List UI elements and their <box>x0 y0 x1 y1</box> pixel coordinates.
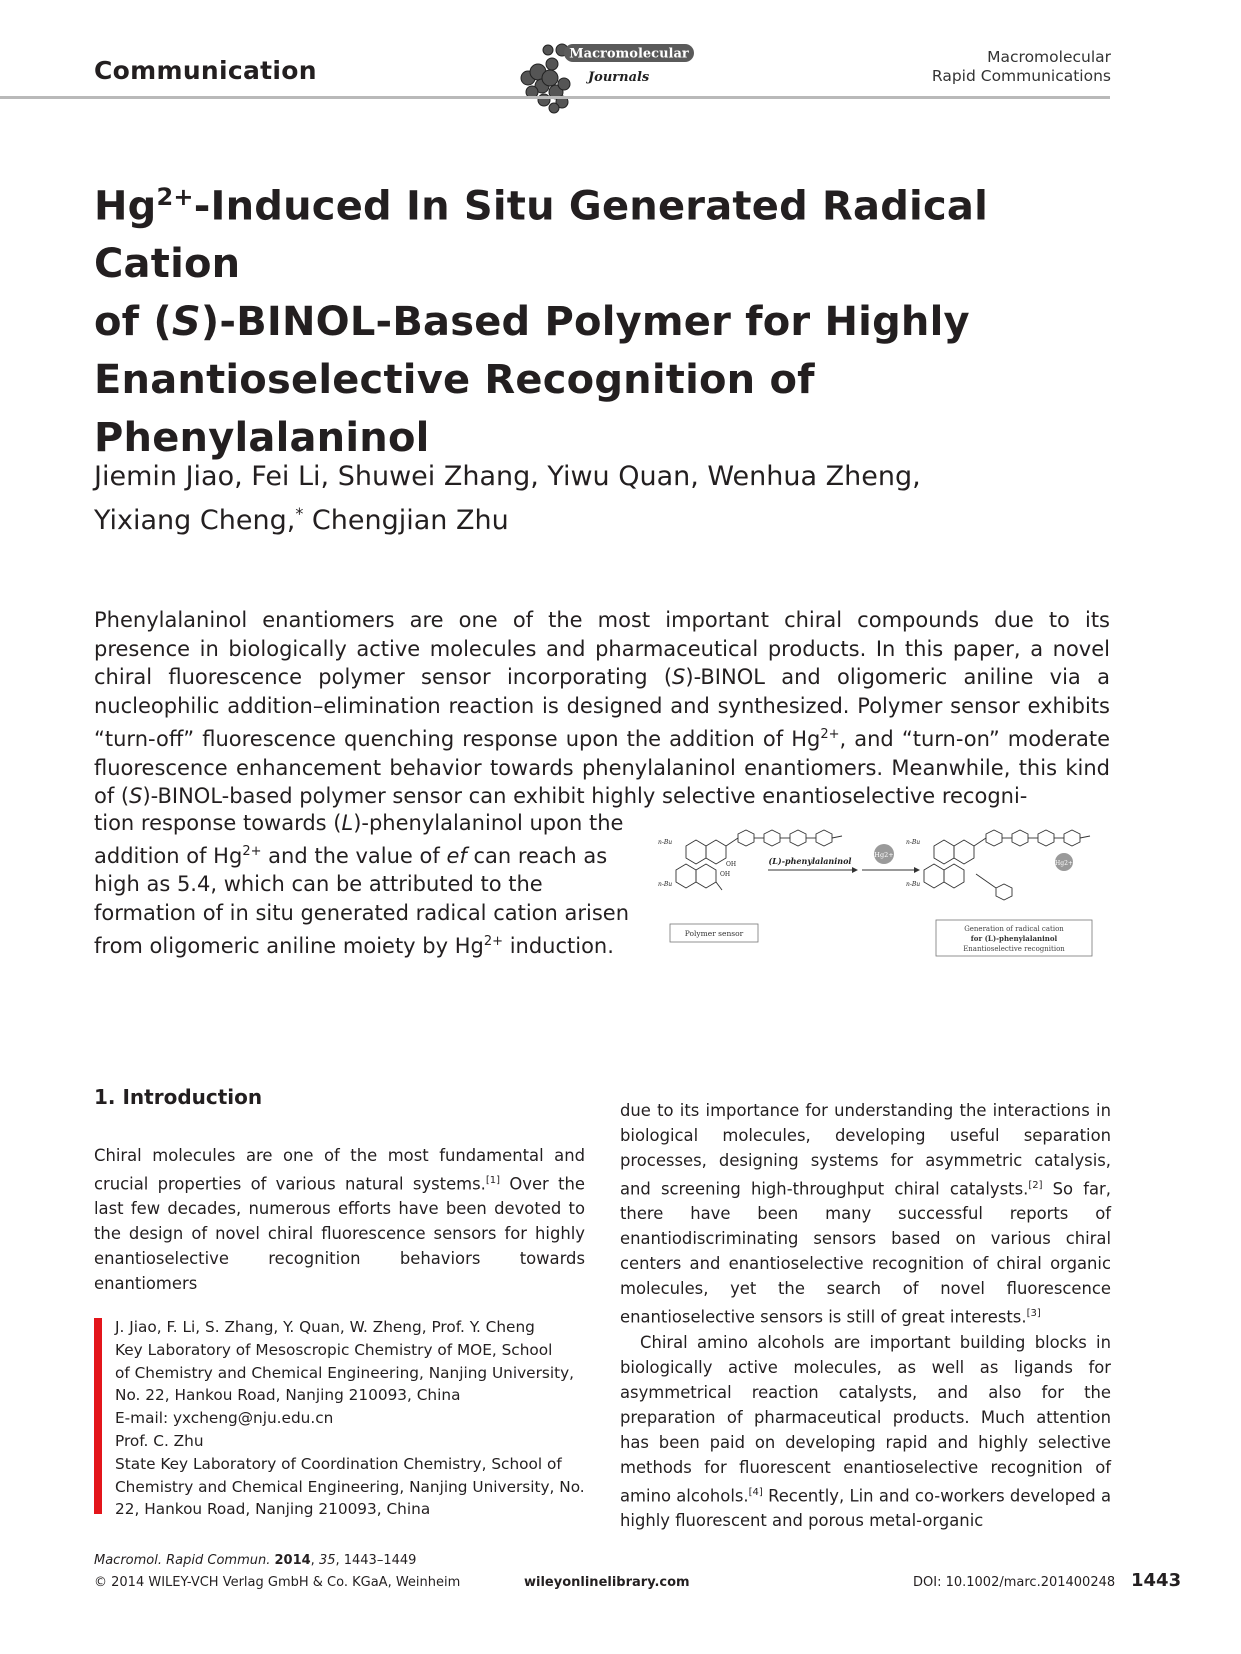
ref-4[interactable]: [4] <box>748 1486 763 1498</box>
abstract-text-7: and the value of <box>261 843 447 868</box>
section-heading-introduction: 1. Introduction <box>94 1085 263 1109</box>
intro-text-5: Chiral amino alcohols are important building blocks in biologically active molecules, as well as ligands for asymmetrical reaction catalysts, and also for the preparation of pharmaceutical products. Much attention has been paid on developing rapid and highly selective methods for fluorescent enantioselective recognition of amino alcohols. <box>620 1332 1111 1506</box>
title-line1: -Induced In Situ Generated Radical Cation <box>94 183 988 288</box>
title-line2-pre: of ( <box>94 299 172 346</box>
abstract-text-1: Phenylalaninol enantiomers are one of the most important chiral compounds due to its presence in biologically active molecules and pharmaceutical products. In this paper, a novel chiral fluorescence polymer sensor incorporating ( <box>94 608 1110 690</box>
title-line2: )-BINOL-Based Polymer for Highly <box>200 299 970 346</box>
doi[interactable]: DOI: 10.1002/marc.201400248 <box>913 1575 1116 1590</box>
journal-logo <box>518 38 700 118</box>
journal-name-line2: Rapid Communications <box>931 67 1111 85</box>
citation-pages: , 1443–1449 <box>335 1553 417 1568</box>
authors-line1: Jiemin Jiao, Fei Li, Shuwei Zhang, Yiwu Quan, Wenhua Zheng, <box>94 461 921 492</box>
abstract-sup-1: 2+ <box>820 726 840 742</box>
toc-oh-2: OH <box>720 871 731 878</box>
toc-box-right-2: for (L)-phenylalaninol <box>970 934 1058 943</box>
copyright: © 2014 WILEY-VCH Verlag GmbH & Co. KGaA, Weinheim <box>94 1575 461 1590</box>
website-link[interactable]: wileyonlinelibrary.com <box>524 1575 690 1590</box>
abstract-top <box>94 606 1110 811</box>
authors-line2b: Chengjian Zhu <box>303 505 509 536</box>
logo-line2: Journals <box>588 70 650 85</box>
affiliation-line: J. Jiao, F. Li, S. Zhang, Y. Quan, W. Zheng, Prof. Y. Cheng <box>115 1318 535 1336</box>
intro-text-3: due to its importance for understanding the interactions in biological molecules, developing useful separation processes, designing systems for asymmetric catalysis, and screening high-throughput chiral catalysts. <box>620 1101 1111 1199</box>
journal-name <box>932 48 1111 86</box>
toc-oh-1: OH <box>726 861 737 868</box>
abstract-bottom <box>94 809 642 961</box>
abstract-text-5: tion response towards ( <box>94 811 342 835</box>
intro-text-4: So far, there have been many successful reports of enantiodiscriminating sensors based on various chiral centers and enantioselective recognition of chiral organic molecules, yet the search of novel fluorescence enantioselective sensors is still of great interests. <box>620 1179 1111 1327</box>
toc-nbu-4: n-Bu <box>906 881 921 888</box>
molecule-icon <box>521 44 570 113</box>
toc-ion: Hg2+ <box>874 851 894 859</box>
title-line3: Enantioselective Recognition of <box>94 357 815 404</box>
ref-1[interactable]: [1] <box>485 1175 501 1186</box>
page-number: 1443 <box>1131 1570 1182 1591</box>
toc-box-left: Polymer sensor <box>684 929 744 938</box>
abstract-sup-2: 2+ <box>242 843 262 859</box>
affiliation-email[interactable]: E-mail: yxcheng@nju.edu.cn <box>115 1409 334 1428</box>
title-line4: Phenylalaninol <box>94 415 430 462</box>
abstract-text-4: )-BINOL-based polymer sensor can exhibit highly selective enantioselective recogni- <box>142 784 1028 809</box>
abstract-sup-3: 2+ <box>483 933 504 949</box>
affiliation-line: 22, Hankou Road, Nanjing 210093, China <box>115 1500 431 1519</box>
toc-nbu-2: n-Bu <box>658 881 673 888</box>
toc-nbu-1: n-Bu <box>658 839 673 846</box>
abstract-text-9: induction. <box>503 933 614 958</box>
abstract-ef: ef <box>446 843 467 868</box>
toc-graphic <box>656 826 1116 960</box>
abstract-text-8: can reach as high as 5.4, which can be attributed to the formation of in situ generated radical cation arisen from oligomeric aniline moiety by Hg <box>94 843 630 958</box>
affiliation-bar <box>94 1318 102 1514</box>
abstract-text-3: , and “turn-on” moderate fluorescence enhancement behavior towards phenylalaninol enantiomers. Meanwhile, this kind of ( <box>94 726 1110 809</box>
intro-text-1: Chiral molecules are one of the most fundamental and crucial properties of various natural systems. <box>94 1146 585 1194</box>
intro-paragraph-2 <box>620 1330 1111 1533</box>
title-ion-charge: 2+ <box>156 183 194 211</box>
authors <box>94 458 921 539</box>
affiliation-block <box>115 1316 585 1521</box>
abstract-text-2: )-BINOL and oligomeric aniline via a nucleophilic addition–elimination reaction is designed and synthesized. Polymer sensor exhibits “turn-off” fluorescence quenching response upon the addition of Hg <box>94 665 1110 751</box>
abstract-l: L <box>341 811 354 835</box>
corresponding-mark: * <box>295 504 304 523</box>
ref-3[interactable]: [3] <box>1026 1308 1041 1320</box>
affiliation-line: of Chemistry and Chemical Engineering, Nanjing University, <box>115 1363 575 1382</box>
intro-text-2: Over the last few decades, numerous efforts have been devoted to the design of novel chiral fluorescence sensors for highly enantioselective recognition behaviors towards enantiomers <box>94 1174 586 1294</box>
citation-line: Macromol. Rapid Commun. 2014, 35, 1443–1449 <box>94 1553 417 1568</box>
affiliation-line: Chemistry and Chemical Engineering, Nanjing University, No. <box>115 1477 585 1496</box>
journal-name-line1: Macromolecular <box>987 48 1111 66</box>
abstract-s-1: S <box>672 665 686 690</box>
ref-2[interactable]: [2] <box>1028 1180 1043 1191</box>
intro-left-column <box>94 1143 585 1296</box>
intro-text-6: Recently, Lin and co-workers developed a highly fluorescent and porous metal-organic <box>620 1486 1111 1531</box>
citation-journal: Macromol. Rapid Commun. <box>94 1553 271 1568</box>
intro-right-column <box>620 1098 1111 1533</box>
logo-line1: Macromolecular <box>569 46 689 62</box>
affiliation-line: No. 22, Hankou Road, Nanjing 210093, China <box>115 1386 461 1405</box>
title-s: S <box>171 299 201 346</box>
citation-year: 2014 <box>274 1553 311 1568</box>
affiliation-line: Key Laboratory of Mesoscropic Chemistry of MOE, School <box>115 1340 553 1359</box>
toc-box-right-3: Enantioselective recognition <box>963 945 1065 953</box>
toc-box-right-1: Generation of radical cation <box>964 925 1064 933</box>
toc-arrow-label: (L)-phenylalaninol <box>768 856 852 866</box>
article-title <box>94 168 1134 467</box>
authors-line2a: Yixiang Cheng, <box>94 505 296 536</box>
affiliation-line: Prof. C. Zhu <box>115 1431 204 1450</box>
abstract-s-2: S <box>129 784 143 809</box>
citation-volume: 35 <box>318 1553 336 1568</box>
affiliation-line: State Key Laboratory of Coordination Chemistry, School of <box>115 1454 562 1473</box>
toc-ion-2: Hg2+ <box>1055 860 1073 867</box>
title-ion: Hg <box>94 183 157 230</box>
abstract-text-6: )-phenylalaninol upon the addition of Hg <box>94 811 624 868</box>
toc-nbu-3: n-Bu <box>906 839 921 846</box>
header-rule <box>0 96 1110 99</box>
section-label: Communication <box>94 56 317 85</box>
